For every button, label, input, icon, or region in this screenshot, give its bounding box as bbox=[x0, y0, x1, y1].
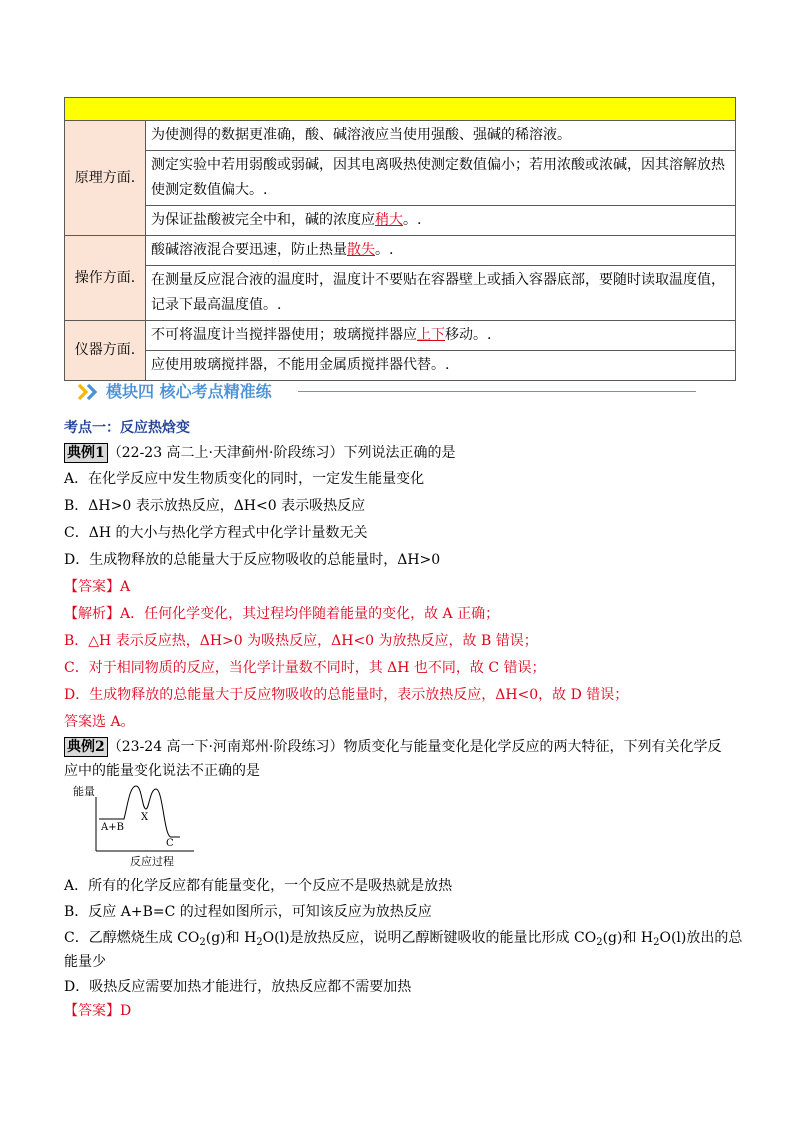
diagram-reactant-label: A+B bbox=[101, 822, 124, 833]
category-cell: 仪器方面. bbox=[65, 321, 146, 381]
category-cell: 原理方面. bbox=[65, 121, 146, 236]
header-rule bbox=[298, 391, 696, 392]
diagram-xlabel: 反应过程 bbox=[130, 855, 174, 868]
analysis-c: C．对于相同物质的反应，当化学计量数不同时，其 ΔH 也不同，故 C 错误； bbox=[64, 660, 546, 676]
analysis-a: 【解析】A．任何化学变化，其过程均伴随着能量的变化，故 A 正确； bbox=[64, 606, 500, 622]
option-d: D．生成物释放的总能量大于反应物吸收的总能量时，ΔH>0 bbox=[64, 552, 441, 568]
highlight-text: 散失 bbox=[347, 242, 375, 258]
example-2-stem-cont: 应中的能量变化说法不正确的是 bbox=[64, 763, 260, 779]
example-1-stem: 典例1 （22-23 高二上·天津蓟州·阶段练习）下列说法正确的是 bbox=[64, 442, 455, 464]
example-tag: 典例2 bbox=[64, 737, 108, 757]
table-row bbox=[65, 321, 736, 351]
table-row bbox=[65, 266, 736, 321]
notes-table bbox=[64, 97, 736, 381]
module-title: 模块四 核心考点精准练 bbox=[106, 382, 272, 401]
table-cell: 测定实验中若用弱酸或弱碱，因其电离吸热使测定数值偏小；若用浓酸或浓碱，因其溶解放热使测定数值偏大。. bbox=[146, 151, 736, 206]
table-cell: 不可将温度计当搅拌器使用；玻璃搅拌器应上下移动。. bbox=[146, 321, 736, 351]
example-tag: 典例1 bbox=[64, 443, 108, 463]
table-row bbox=[65, 151, 736, 206]
highlight-text: 上下 bbox=[417, 327, 445, 343]
option-a: A．在化学反应中发生物质变化的同时，一定发生能量变化 bbox=[64, 471, 425, 487]
example-2-stem: 典例2 （23-24 高一下·河南郑州·阶段练习）物质变化与能量变化是化学反应的两大特征，下列有关化学反 bbox=[64, 736, 721, 758]
table-cell: 为使测得的数据更准确，酸、碱溶液应当使用强酸、强碱的稀溶液。 bbox=[146, 121, 736, 151]
analysis-d: D．生成物释放的总能量大于反应物吸收的总能量时，表示放热反应，ΔH<0，故 D 错误； bbox=[64, 687, 629, 703]
energy-profile-diagram bbox=[72, 783, 202, 869]
option-d: D．吸热反应需要加热才能进行，放热反应都不需要加热 bbox=[64, 979, 412, 995]
option-b: B．ΔH>0 表示放热反应，ΔH<0 表示吸热反应 bbox=[64, 498, 366, 514]
kaodian-heading: 考点一：反应热焓变 bbox=[64, 420, 190, 436]
answer-2: 【答案】D bbox=[64, 1003, 132, 1019]
option-c: C．ΔH 的大小与热化学方程式中化学计量数无关 bbox=[64, 525, 368, 541]
table-header-row bbox=[65, 98, 736, 121]
double-chevron-icon bbox=[76, 382, 100, 402]
table-row bbox=[65, 206, 736, 236]
conclusion-1: 答案选 A。 bbox=[64, 714, 135, 730]
table-cell: 酸碱溶液混合要迅速，防止热量散失。. bbox=[146, 236, 736, 266]
table-row bbox=[65, 351, 736, 381]
diagram-intermediate-label: X bbox=[141, 812, 149, 823]
option-b: B．反应 A+B=C 的过程如图所示，可知该反应为放热反应 bbox=[64, 904, 432, 920]
diagram-ylabel: 能量 bbox=[73, 785, 95, 798]
answer-1: 【答案】A bbox=[64, 579, 131, 595]
highlight-text: 稍大 bbox=[375, 212, 403, 228]
category-cell: 操作方面. bbox=[65, 236, 146, 321]
table-cell: 为保证盐酸被完全中和，碱的浓度应稍大。. bbox=[146, 206, 736, 236]
diagram-product-label: C bbox=[166, 838, 174, 849]
table-row bbox=[65, 121, 736, 151]
table-cell: 在测量反应混合液的温度时，温度计不要贴在容器壁上或插入容器底部，要随时读取温度值，记录下最高温度值。. bbox=[146, 266, 736, 321]
option-a: A．所有的化学反应都有能量变化，一个反应不是吸热就是放热 bbox=[64, 878, 453, 894]
table-cell: 应使用玻璃搅拌器，不能用金属质搅拌器代替。. bbox=[146, 351, 736, 381]
option-c: C．乙醇燃烧生成 $CO_2(g)$和 $H_2O(l)$是放热反应，说明乙醇断键吸收的能量比形成 $CO_2(g)$和 $H_2O(l)$放出的总 bbox=[64, 930, 743, 948]
option-c-cont: 能量少 bbox=[64, 954, 106, 970]
module-header bbox=[66, 380, 646, 404]
analysis-b: B．△H 表示反应热，ΔH>0 为吸热反应，ΔH<0 为放热反应，故 B 错误； bbox=[64, 633, 538, 649]
table-row bbox=[65, 236, 736, 266]
